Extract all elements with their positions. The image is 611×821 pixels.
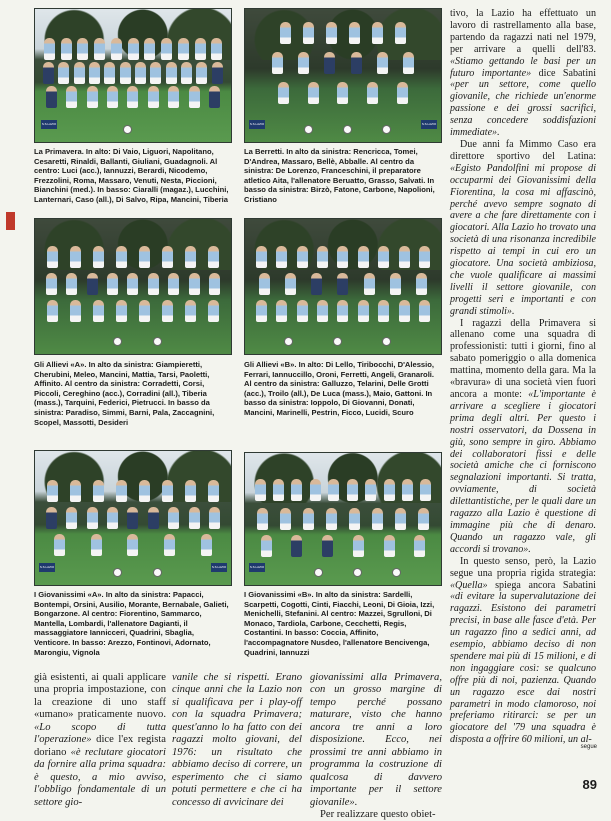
red-logo-mark: [6, 212, 15, 230]
photo-allievi-b: [244, 218, 442, 355]
caption-giovanissimi-a: I Giovanissimi «A». In alto da sinistra: Papacci, Bontempi, Orsini, Ausilio, Morante, Bernabale, Galieti, Bongarzone. Al centro: Fiorentino, Sammarco, Mantella, Lombardi, l'allenatore Dagianti, il massaggiatore Iannicceri, Quadrini, Sbaglia, Venticore. In basso: Arezzo, Fontinovi, Adornato, Marongiu, Vignola: [34, 590, 229, 657]
text-column-4: tivo, la Lazio ha effettuato un lavoro di rastrellamento alla base, partendo da ragazzi nati nel 1979, per arrivare a quelli dell'83. «Stiamo gettando le basi per un futuro importante» dice Sabatini «per un settore, come quello giovanile, che richiede un'enorme passione e dei grossi sacrifici, senza concedere soddisfazioni immediate». Due anni fa Mimmo Caso era direttore sportivo del Latina: «Egisto Pandolfini mi propose di occuparmi dei Giovanissimi della Fiorentina, la cosa mi affascinò, perché avevo sempre sognato di avere a che fare direttamente con i giocatori. Alla Lazio ho trovato una società di una risonanza incredibile rispetto ai tempi in cui ero un giocatore. Una società ambiziosa, che vuole qualificare ai massimi livelli il settore giovanile, con progetti seri e importanti e con grandi stimoli». I ragazzi della Primavera si allenano come una squadra di professionisti: tutti i giorni, fino al sabato pomeriggio o alla domenica mattina, momento della gara. Ma la «bravura» di una società vien fuori ancora a monte: «L'importante è arrivare a scegliere i giocatori prima degli altri. Per questo i nostri osservatori, da Dossena in giù, sono sempre in giro. Abbiamo dei collaboratori fissi e delle società amiche che ci forniscono segnalazioni importanti. Si tratta, ovviamente, di società dilettantistiche, per le quali dare un ragazzo alla Lazio è questione di immagine più che di denaro. Quando un ragazzo vale, gli accordi si trovano». In questo senso, però, la Lazio segue una propria rigida strategia: «Quella» spiega ancora Sabatini «di evitare la supervalutazione dei ragazzi. Esistono dei parametri precisi, in base alle fasce d'età. Per un ragazzo fino a sedici anni, ad esempio, abbiamo deciso di non spendere mai più di 15 milioni, e di non ingaggiare così: se qualcuno offre più di noi, pazienza. Quando un ragazzo esce dai nostri parametri in modo clamoroso, noi preferiamo ritirarci: se per un giocatore del '79 una squadra è disposta a offrire 60 milioni, un al-: [450, 8, 596, 746]
photo-giovanissimi-b: [244, 452, 442, 586]
ball: [333, 337, 342, 346]
caption-primavera: La Primavera. In alto: Di Vaio, Liguori, Napolitano, Cesaretti, Rinaldi, Ballanti, Giuliani, Guadagnoli. Al centro: Luci (acc.), Iannuzzi, Berardi, Nicodemo, Frezzolini, Roma, Massaro, Venuti, Nesta, Piccioni, Bianchini (med.). In basso: Ciaralli (magaz.), Lucchini, Lanternari, Caso (all.), Di Salvo, Ripa, Mancini, Tiberia: [34, 147, 229, 204]
ball: [343, 125, 352, 134]
ball: [153, 337, 162, 346]
photo-allievi-a: [34, 218, 232, 355]
ball: [392, 568, 401, 577]
banner-sign: S.S.LAZIO: [39, 563, 55, 572]
banner-sign: S.S.LAZIO: [249, 563, 265, 572]
ball: [153, 568, 162, 577]
caption-giovanissimi-b: I Giovanissimi «B». In alto da sinistra: Sardelli, Scarpetti, Cogotti, Cinti, Fiacchi, Leoni, Di Gioia, Izzi, Menichelli, Stefanini. Al centro: Mazzei, Sgrulloni, Di Monaco, Tardiola, Carbone, Cecchetti, Regis, Costantini. In basso: Coccia, Affinito, l'accompagnatore Nusdeo, l'allenatore Bencivenga, Quadrini, Iannuzzi: [244, 590, 435, 657]
ball: [113, 337, 122, 346]
photo-berretti: [244, 8, 442, 143]
text-column-3: giovanissimi alla Primavera, con un grosso margine di tempo perché possano maturare, visto che hanno ancora tre anni a loro disposizione. Ecco, nei prossimi tre anni abbiamo in programma la costruzione di qualcosa di davvero importante per il settore giovanile». Per realizzare questo obiet-: [310, 672, 442, 820]
ball: [123, 125, 132, 134]
ball: [382, 125, 391, 134]
banner-sign: S.S.LAZIO: [421, 120, 437, 129]
banner-sign: S.S.LAZIO: [249, 120, 265, 129]
ball: [382, 337, 391, 346]
caption-allievi-a: Gli Allievi «A». In alto da sinistra: Giampieretti, Cherubini, Meleo, Mancini, Mattia, Tarsi, Paoletti, Affinito. Al centro da sinistra: Corradetti, Corsi, Piccoli, Cereghino (acc.), Corradini (all.), Tiberia (mass.), Tarquini, Federici, Pietrucci. In basso da sinistra: Paradiso, Simmi, Barni, Pala, Zaccagnini, Scopel, Massotti, Desideri: [34, 360, 215, 427]
banner-sign: S.S.LAZIO: [41, 120, 57, 129]
photo-primavera: [34, 8, 232, 143]
ball: [284, 337, 293, 346]
banner-sign: S.S.LAZIO: [211, 563, 227, 572]
caption-allievi-b: Gli Allievi «B». In alto: Di Lello, Tiribocchi, D'Alessio, Ferrari, Iannuccillo, Oroni, Ferretti, Angeli, Granaroli. Al centro da sinistra: Galluzzo, Telarini, Delle Grotti (acc.), Troilo (all.), De Luca (mass.), Maio, Gattoni. In basso da sinistra: Ioppolo, Di Giovanni, Donati, Mancini, Marinelli, Pestrin, Ficco, Lucidi, Scuro: [244, 360, 435, 417]
ball: [304, 125, 313, 134]
text-column-1: già esistenti, ai quali applicare una propria impostazione, con la creazione di uno staff «umano» praticamente nuovo. «Lo scopo di tutta l'operazione» dice l'ex regista doriano «è reclutare giocatori da fornire alla prima squadra: è questo, a mio avviso, l'obbligo fondamentale di un settore gio-: [34, 672, 166, 808]
ball: [314, 568, 323, 577]
ball: [353, 568, 362, 577]
photo-giovanissimi-a: [34, 450, 232, 586]
segue-label: segue: [580, 744, 597, 750]
ball: [113, 568, 122, 577]
caption-berretti: La Berretti. In alto da sinistra: Rencricca, Tomei, D'Andrea, Massaro, Bellè, Abballe. Al centro da sinistra: De Lorenzo, Franceschini, il preparatore atletico Aita, l'allenatore Beruatto, Grasso, Salvati. In basso da sinistra: Birzò, Fatone, Carbone, Napolioni, Cristiano: [244, 147, 435, 204]
text-column-2: vanile che si rispetti. Erano cinque anni che la Lazio non si qualificava per i play-off con la squadra Primavera; quest'anno lo ha fatto con dei ragazzi molto giovani, del 1976: un risultato che abbiamo deciso di correre, un esperimento che ci siamo potuti permettere e che ci ha concesso di avvicinare dei: [172, 672, 302, 808]
page-number: 89: [582, 777, 597, 792]
